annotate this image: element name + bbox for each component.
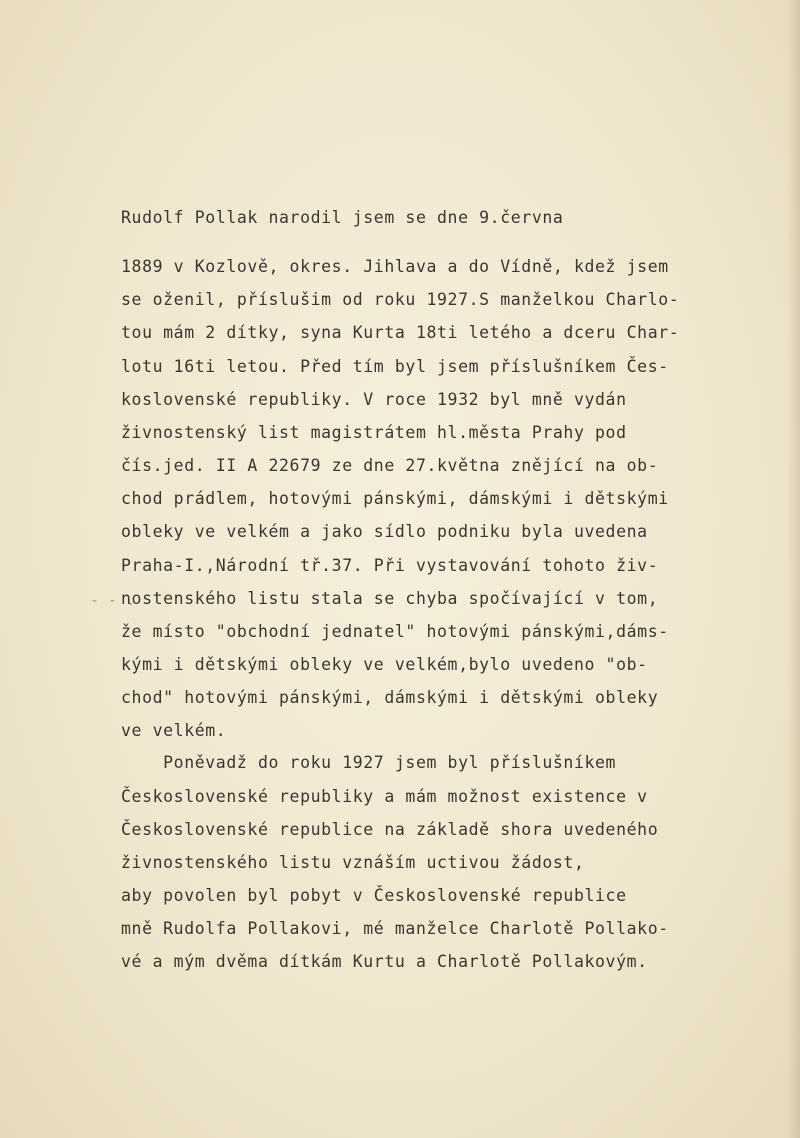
text-line: chod" hotovými pánskými, dámskými i dětskými obleky [121, 688, 659, 707]
text-line: aby povolen byl pobyt v Československé republice [121, 886, 627, 905]
text-line: Československé republiky a mám možnost existence v [121, 787, 648, 806]
text-line: se oženil, příslušim od roku 1927.S manželkou Charlo- [121, 290, 680, 309]
text-line: živnostenský list magistrátem hl.města Prahy pod [121, 423, 627, 442]
text-line: mně Rudolfa Pollakovi, mé manželce Charlotě Pollako- [121, 919, 669, 938]
text-line: lotu 16ti letou. Před tím byl jsem příslušníkem Čes- [121, 357, 669, 376]
text-line: Praha-I.,Národní tř.37. Při vystavování tohoto živ- [121, 556, 659, 575]
text-line: čís.jed. II A 22679 ze dne 27.května znějící na ob- [121, 456, 659, 475]
text-line: Rudolf Pollak narodil jsem se dne 9.června [121, 208, 564, 227]
text-line: ve velkém. [121, 721, 227, 740]
text-line: obleky ve velkém a jako sídlo podniku byla uvedena [121, 522, 648, 541]
text-line: chod prádlem, hotovými pánskými, dámskými i dětskými [121, 489, 669, 508]
text-line: kými i dětskými obleky ve velkém,bylo uvedeno "ob- [121, 655, 648, 674]
text-line: tou mám 2 dítky, syna Kurta 18ti letého a dceru Char- [121, 323, 680, 342]
margin-mark: - - . [90, 591, 136, 609]
text-line: koslovenské republiky. V roce 1932 byl mně vydán [121, 390, 627, 409]
text-line: vé a mým dvěma dítkám Kurtu a Charlotě Pollakovým. [121, 952, 648, 971]
text-line: nostenského listu stala se chyba spočívající v tom, [121, 589, 659, 608]
text-line: živnostenského listu vznáším uctivou žádost, [121, 853, 585, 872]
text-line: Československé republice na základě shora uvedeného [121, 820, 659, 839]
text-line: že místo "obchodní jednatel" hotovými pánskými,dáms- [121, 622, 669, 641]
text-line: Poněvadž do roku 1927 jsem byl příslušníkem [121, 753, 617, 772]
text-line: 1889 v Kozlově, okres. Jihlava a do Vídně, kdež jsem [121, 257, 669, 276]
